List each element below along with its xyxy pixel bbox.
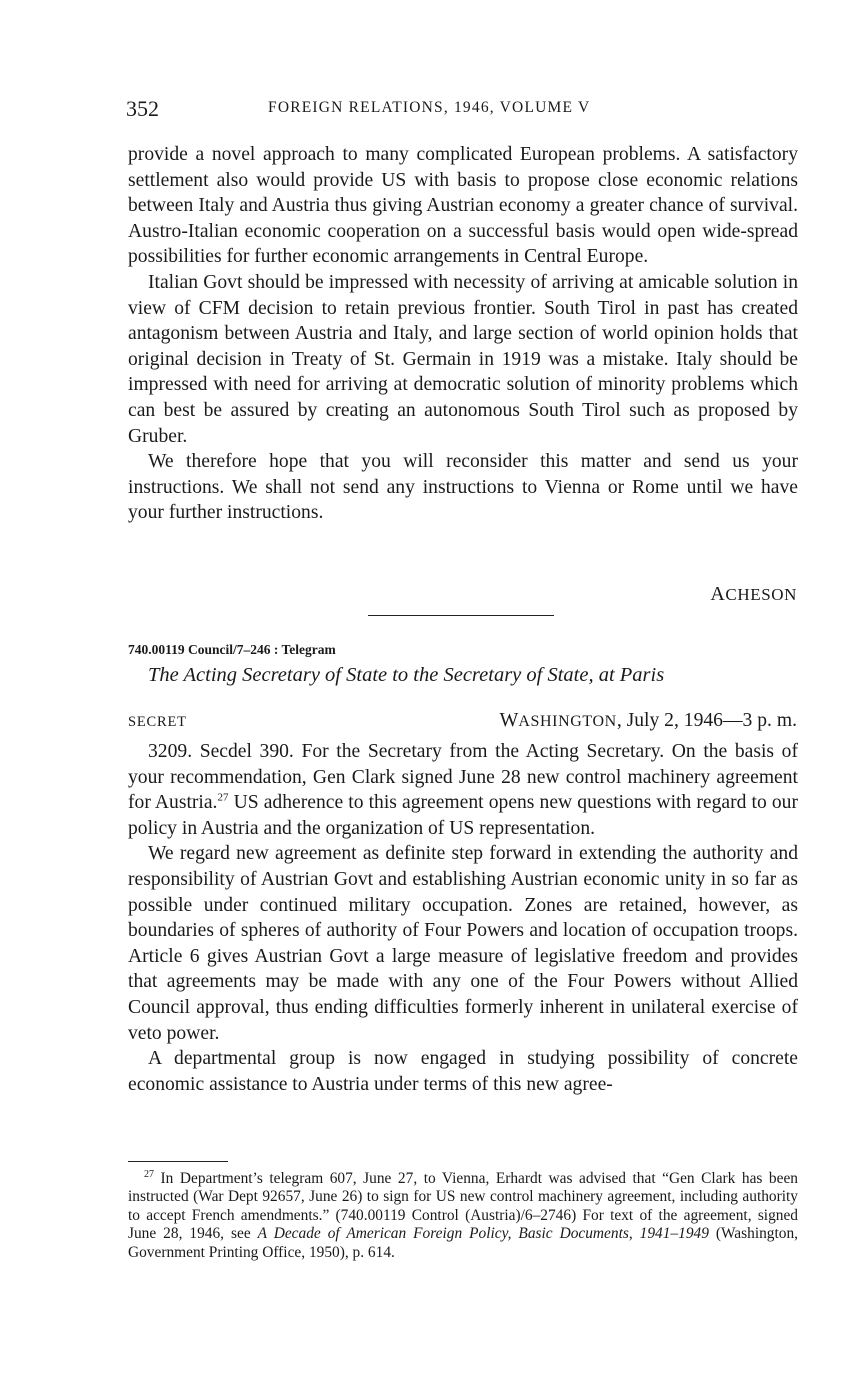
- classification-label: SECRET: [128, 714, 187, 730]
- paragraph: Italian Govt should be impressed with necessity of arriving at amicable solution in view of CFM decision to retain previous frontier. South Tirol in past has created antagonism between Austria and Italy, and large section of world opinion holds that original decision in Treaty of St. Germain in 1919 was a mistake. Italy should be impressed with need for arriving at democratic solution of minority problems which can best be assured by creating an autonomous South Tirol such as proposed by Gruber.: [128, 271, 798, 447]
- section-divider: [368, 615, 554, 616]
- paragraph: provide a novel approach to many complicated European problems. A satisfactory settlement also would provide US with basis to propose close economic relations between Italy and Austria thus giving Austrian economy a greater chance of survival. Austro-Italian economic cooperation on a successful basis would open wide-spread possibilities for further economic arrangements in Central Europe.: [128, 144, 798, 268]
- telegram-text: [128, 739, 798, 1097]
- document-heading: The Acting Secretary of State to the Secretary of State, at Paris: [148, 664, 665, 686]
- paragraph: 3209. Secdel 390. For the Secretary from the Acting Secretary. On the basis of your recommendation, Gen Clark signed June 28 new control machinery agreement for Austria.$^{27}$ US adherence to this agreement opens new questions with regard to our policy in Austria and the organization of US representation.: [128, 741, 798, 839]
- dateline: WASHINGTON, July 2, 1946—3 p. m.: [499, 709, 797, 731]
- paragraph: A departmental group is now engaged in studying possibility of concrete economic assistance to Austria under terms of this new agree-: [128, 1048, 798, 1095]
- previous-document-text: [128, 142, 798, 526]
- signature-acheson: ACHESON: [710, 583, 797, 605]
- running-title: FOREIGN RELATIONS, 1946, VOLUME V: [268, 99, 591, 116]
- book-title: A Decade of American Foreign Policy, Basic Documents, 1941–1949: [257, 1225, 709, 1243]
- running-head: [126, 96, 798, 126]
- file-reference: 740.00119 Council/7–246 : Telegram: [128, 642, 336, 657]
- footnote-reference[interactable]: 27: [217, 791, 229, 804]
- paragraph: We therefore hope that you will reconsider this matter and send us your instructions. We shall not send any instructions to Vienna or Rome until we have your further instructions.: [128, 451, 798, 524]
- paragraph: We regard new agreement as definite step forward in extending the authority and responsibility of Austrian Govt and establishing Austrian economic unity in so far as possible under continued military occupation. Zones are retained, however, as boundaries of spheres of authority of Four Powers and location of occupation troops. Article 6 gives Austrian Govt a large measure of legislative freedom and provides that agreements may be made with any one of the Four Powers without Allied Council approval, thus ending difficulties formerly inherent in unilateral exercise of veto power.: [128, 843, 798, 1044]
- footnote-divider: [128, 1161, 228, 1162]
- footnote-number: 27: [144, 1168, 154, 1180]
- footnote: $^{27}$ In Department’s telegram 607, June 27, to Vienna, Erhardt was advised that “Gen Clark has been instructed (War Dept 92657, June 26) to sign for US new control machinery agreement, including authority to accept French amendments.” (740.00119 Control (Austria)/6–2746) For text of the agreement, signed June 28, 1946, see A Decade of American Foreign Policy, Basic Documents, 1941–1949 (Washington, Government Printing Office, 1950), p. 614.: [128, 1168, 799, 1261]
- page-number: 352: [126, 96, 159, 121]
